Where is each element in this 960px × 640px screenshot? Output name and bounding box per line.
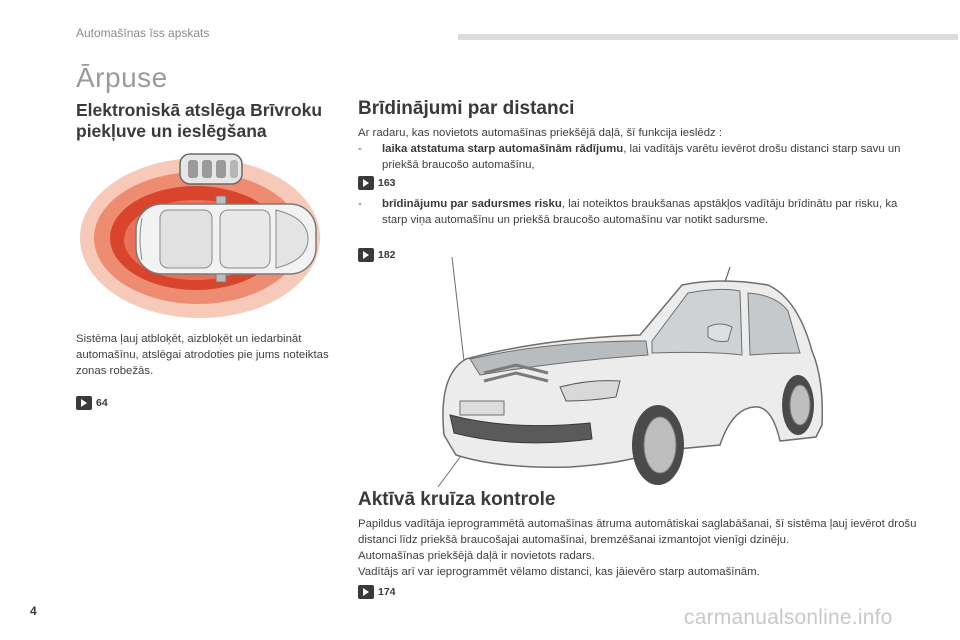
distance-alert-heading: Brīdinājumi par distanci bbox=[358, 98, 575, 119]
keyless-zone-illustration bbox=[80, 148, 326, 318]
page-number: 4 bbox=[30, 604, 37, 618]
active-cruise-heading: Aktīvā kruīza kontrole bbox=[358, 489, 556, 510]
page-ref-arrow-icon bbox=[76, 396, 92, 410]
watermark: carmanualsonline.info bbox=[684, 606, 893, 629]
distance-intro: Ar radaru, kas novietots automašīnas priekšējā daļā, šī funkcija ieslēdz : bbox=[358, 127, 723, 139]
list-item: - brīdinājumu par sadursmes risku, lai noteiktos braukšanas apstākļos vadītāju brīdinātu par risku, ka starp viņa automašīnu un priekšā braucošo automašīnu var notikt sadursme. bbox=[358, 198, 898, 226]
car-top-view-icon bbox=[136, 196, 316, 282]
page-ref-174[interactable]: 174 bbox=[358, 585, 396, 599]
page-ref-64[interactable]: 64 bbox=[76, 396, 108, 410]
list-item: - laika atstatuma starp automašīnām rādījumu, lai vadītājs varētu ievērot drošu distanci starp savu un priekšā braucošo automašīnu, bbox=[358, 143, 901, 171]
page-ref-182[interactable]: 182 bbox=[358, 248, 396, 262]
car-front-illustration bbox=[420, 255, 840, 490]
keyless-description: Sistēma ļauj atbloķēt, aizbloķēt un iedarbināt automašīnu, atslēgai atrodoties pie jums noteiktas zonas robežās. bbox=[76, 333, 329, 377]
header-divider bbox=[458, 34, 958, 40]
key-fob-icon bbox=[180, 154, 242, 184]
page-ref-arrow-icon bbox=[358, 585, 374, 599]
page-ref-arrow-icon bbox=[358, 248, 374, 262]
page-title: Ārpuse bbox=[76, 62, 168, 93]
page-ref-163[interactable]: 163 bbox=[358, 176, 396, 190]
page-ref-arrow-icon bbox=[358, 176, 374, 190]
active-cruise-description: Papildus vadītāja ieprogrammētā automašīnas ātruma automātiskai saglabāšanai, šī sistēma ļauj ievērot drošu distanci līdz priekšā braucošajai automašīnai, bremzēšanai izmantojot vienīgi dzinēju. Automašīnas priekšējā daļā ir novietots radars. Vadītājs arī var ieprogrammēt vēlamo distanci, kas jāievēro starp automašīnām. bbox=[358, 518, 917, 578]
breadcrumb: Automašīnas īss apskats bbox=[76, 26, 210, 40]
keyless-heading: Elektroniskā atslēga Brīvroku piekļuve un ieslēgšana bbox=[76, 100, 323, 141]
